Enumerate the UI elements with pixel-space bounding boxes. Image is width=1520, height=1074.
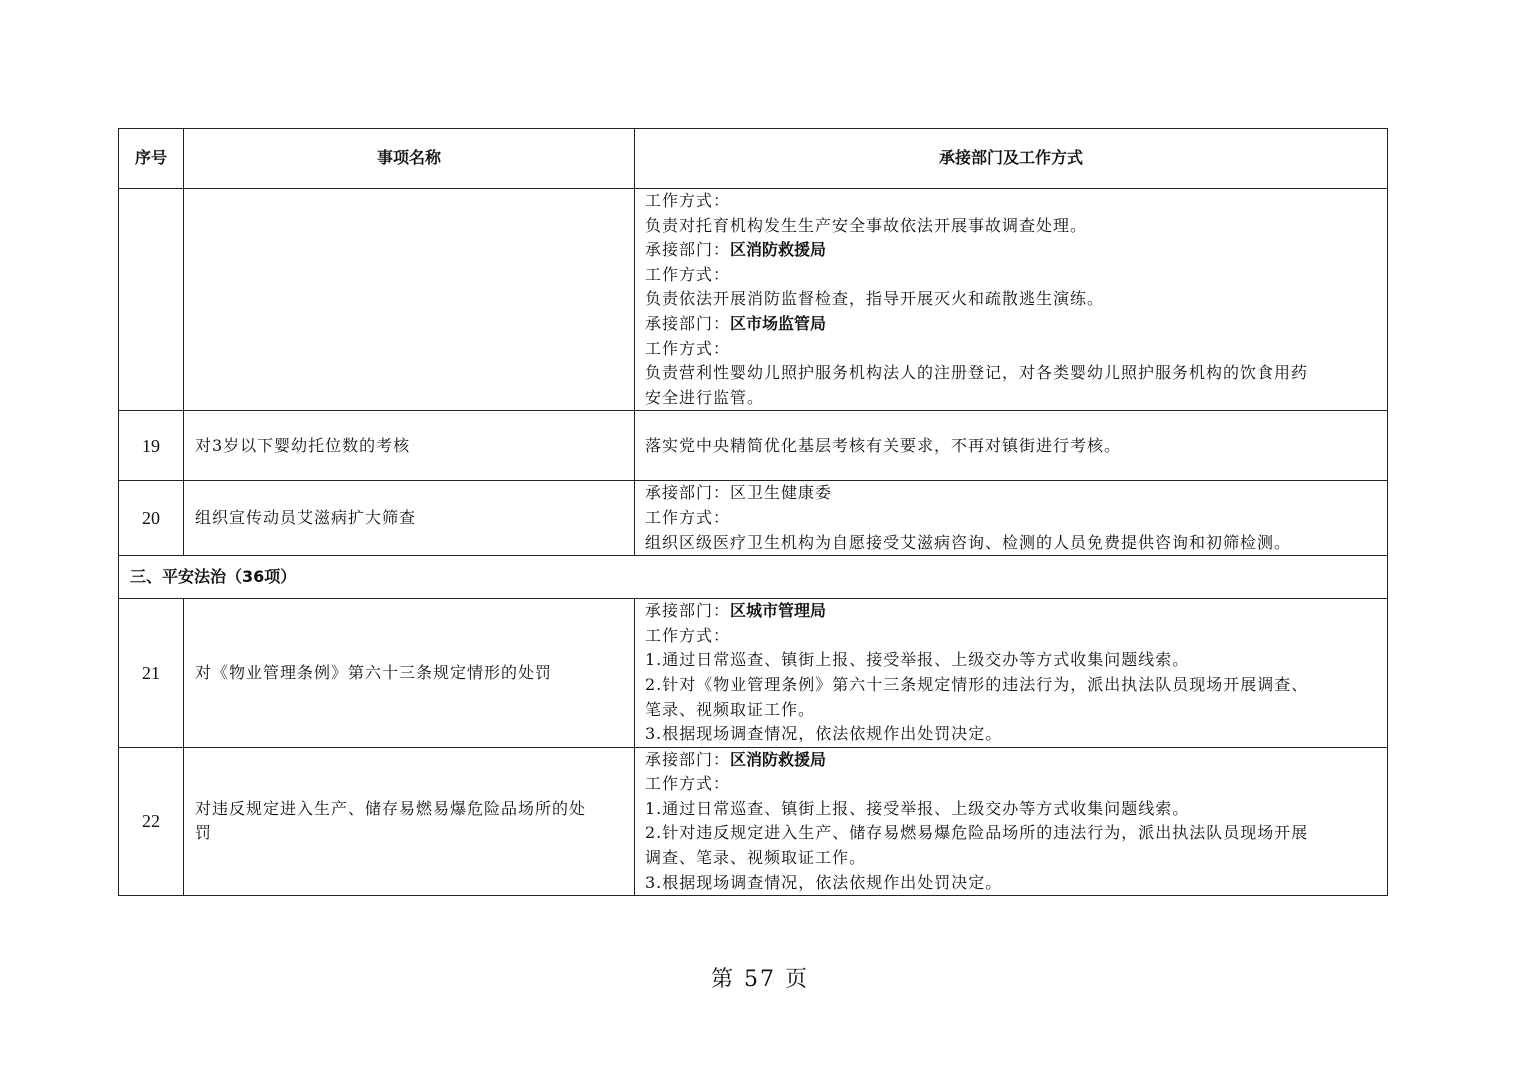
cell-name — [184, 747, 635, 896]
cell-name: 组织宣传动员艾滋病扩大筛查 — [184, 481, 635, 556]
method-line: 负责对托育机构发生生产安全事故依法开展事故调查处理。 — [645, 215, 1088, 235]
method-line: 组织区级医疗卫生机构为自愿接受艾滋病咨询、检测的人员免费提供咨询和初筛检测。 — [645, 532, 1292, 552]
method-line: 2.针对违反规定进入生产、储存易燃易爆危险品场所的违法行为，派出执法队员现场开展 — [645, 823, 1309, 843]
method-line — [645, 599, 1379, 624]
cell-no-empty — [119, 189, 184, 411]
header-method: 承接部门及工作方式 — [635, 129, 1388, 189]
table-header-row — [119, 129, 1388, 189]
table-row-20 — [119, 481, 1388, 556]
dept-name: 区消防救援局 — [730, 749, 827, 769]
method-line: 工作方式： — [645, 264, 731, 284]
method-line: 2.针对《物业管理条例》第六十三条规定情形的违法行为，派出执法队员现场开展调查、 — [645, 674, 1309, 694]
name-line: 罚 — [195, 823, 213, 843]
cell-method — [635, 599, 1388, 748]
cell-name: 对3岁以下婴幼托位数的考核 — [184, 411, 635, 481]
dept-label: 承接部门： — [645, 601, 731, 621]
cell-name-empty — [184, 189, 635, 411]
cell-method-continued — [635, 189, 1388, 411]
cell-method — [635, 481, 1388, 556]
method-line: 工作方式： — [645, 191, 731, 210]
dept-name: 区消防救援局 — [730, 240, 827, 260]
method-line — [645, 238, 1379, 263]
method-line — [645, 312, 1379, 337]
page-number: 第 57 页 — [711, 967, 809, 992]
method-line: 工作方式： — [645, 774, 731, 794]
method-line: 负责营利性婴幼儿照护服务机构法人的注册登记，对各类婴幼儿照护服务机构的饮食用药 — [645, 363, 1309, 383]
table-row-22 — [119, 747, 1388, 896]
dept-name: 区城市管理局 — [730, 601, 827, 621]
header-name: 事项名称 — [184, 129, 635, 189]
method-line: 负责依法开展消防监督检查，指导开展灭火和疏散逃生演练。 — [645, 289, 1105, 309]
section-row — [119, 556, 1388, 599]
cell-no: 22 — [119, 747, 184, 896]
cell-name: 对《物业管理条例》第六十三条规定情形的处罚 — [184, 599, 635, 748]
method-line: 笔录、视频取证工作。 — [645, 699, 816, 719]
cell-method — [635, 747, 1388, 896]
table-row-19 — [119, 411, 1388, 481]
dept-label: 承接部门： — [645, 240, 731, 260]
section-title: 三、平安法治（36项） — [119, 556, 1388, 599]
method-line — [645, 748, 1379, 773]
table-row-21 — [119, 599, 1388, 748]
method-line: 调查、笔录、视频取证工作。 — [645, 848, 867, 868]
cell-no: 19 — [119, 411, 184, 481]
cell-no: 21 — [119, 599, 184, 748]
method-line: 安全进行监管。 — [645, 387, 765, 407]
name-line: 对违反规定进入生产、储存易燃易爆危险品场所的处 — [195, 798, 587, 818]
method-line: 3.根据现场调查情况，依法依规作出处罚决定。 — [645, 872, 1003, 892]
method-line: 工作方式： — [645, 338, 731, 358]
method-line: 工作方式： — [645, 507, 731, 527]
dept-label: 承接部门： — [645, 313, 731, 333]
cell-no: 20 — [119, 481, 184, 556]
dept-label: 承接部门： — [645, 749, 731, 769]
cell-method: 落实党中央精简优化基层考核有关要求，不再对镇街进行考核。 — [635, 411, 1388, 481]
method-line: 工作方式： — [645, 625, 731, 645]
header-no: 序号 — [119, 129, 184, 189]
method-line: 3.根据现场调查情况，依法依规作出处罚决定。 — [645, 724, 1003, 744]
matters-table — [118, 128, 1388, 896]
table-row-continued — [119, 189, 1388, 411]
dept-name: 区市场监管局 — [730, 313, 827, 333]
method-line: 1.通过日常巡查、镇街上报、接受举报、上级交办等方式收集问题线索。 — [645, 798, 1190, 818]
method-line: 承接部门：区卫生健康委 — [645, 483, 833, 503]
method-line: 1.通过日常巡查、镇街上报、接受举报、上级交办等方式收集问题线索。 — [645, 650, 1190, 670]
